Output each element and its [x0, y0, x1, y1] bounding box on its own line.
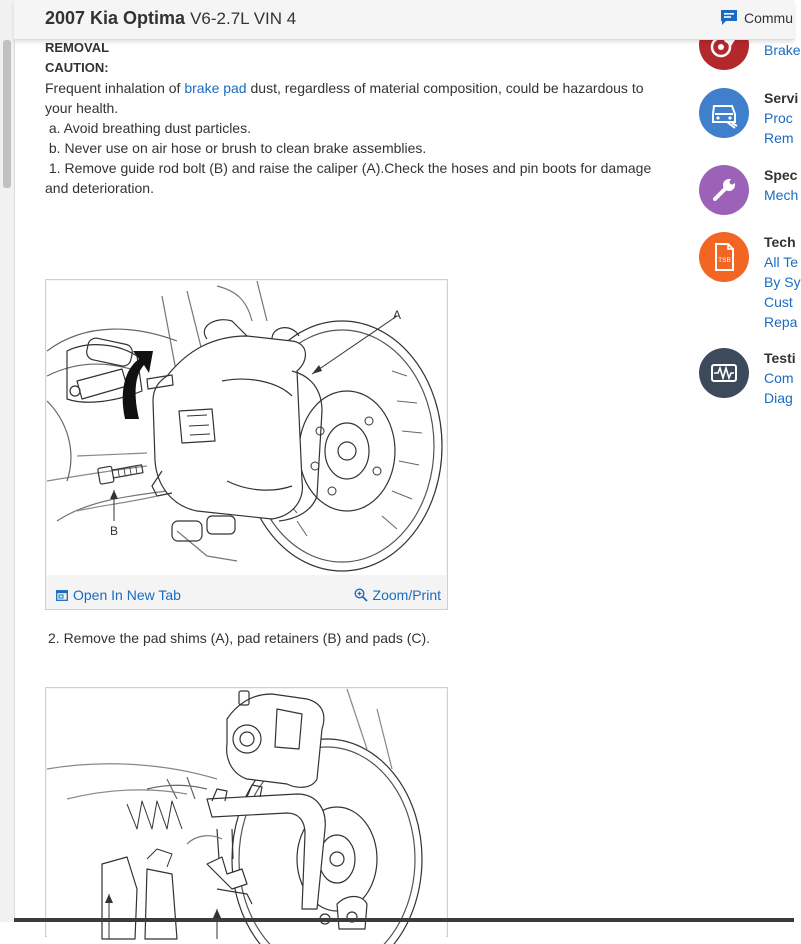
open-in-new-tab-label: Open In New Tab [73, 587, 181, 603]
vehicle-engine: V6-2.7L VIN 4 [190, 9, 297, 28]
sidebar-brakes-link[interactable]: Brake [764, 42, 801, 58]
scrollbar-thumb[interactable] [3, 40, 11, 188]
community-button[interactable] [720, 9, 793, 26]
open-in-new-tab-link[interactable] [56, 585, 181, 605]
callout-label-a: A [393, 308, 402, 322]
sidebar-specs-heading: Spec [764, 167, 798, 183]
sidebar-tech-link-4[interactable]: Repa [764, 314, 798, 330]
zoom-print-link[interactable] [354, 585, 441, 605]
new-tab-icon [56, 590, 68, 601]
caution-text-end: dust, regardless of material composition, could be hazardous to your health. [45, 80, 644, 116]
figure-pad-removal [45, 687, 448, 937]
page-title [45, 8, 296, 29]
sidebar-tech-link-2[interactable]: By Sy [764, 274, 801, 290]
vehicle-model: 2007 Kia Optima [45, 8, 186, 28]
caliper-illustration [47, 281, 446, 575]
tsb-document-icon [699, 232, 749, 282]
chat-icon [720, 9, 738, 26]
page-header [14, 0, 794, 40]
figure-caliper-removal [45, 279, 448, 610]
pad-diagram[interactable] [47, 689, 446, 939]
caution-item-b: b. Never use on air hose or brush to clean brake assemblies. [45, 140, 427, 156]
article-content [45, 38, 657, 646]
caliper-diagram[interactable] [47, 281, 446, 575]
zoom-print-label: Zoom/Print [372, 587, 441, 603]
figure-toolbar [46, 576, 447, 609]
sidebar-testing-link-2[interactable]: Diag [764, 390, 793, 406]
community-label: Commu [744, 9, 794, 26]
sidebar-testing-link-1[interactable]: Com [764, 370, 794, 386]
vertical-scrollbar[interactable] [0, 0, 15, 922]
callout-label-b: B [110, 524, 119, 538]
wrench-icon [699, 165, 749, 215]
sidebar-service-link-1[interactable]: Proc [764, 110, 793, 126]
sidebar-service-heading: Servi [764, 90, 799, 106]
sidebar-tech-heading: Tech [764, 234, 796, 250]
zoom-icon [354, 588, 368, 602]
brake-pad-link[interactable]: brake pad [184, 80, 247, 96]
sidebar-specs-link-1[interactable]: Mech [764, 187, 799, 203]
caution-text-start: Frequent inhalation of [45, 80, 185, 96]
sidebar-testing-heading: Testi [764, 350, 796, 366]
section-title: REMOVAL [45, 40, 110, 55]
waveform-icon [699, 348, 749, 398]
caution-item-a: a. Avoid breathing dust particles. [45, 120, 251, 136]
tsb-icon-text: TSB [718, 257, 731, 264]
caution-text [45, 78, 657, 118]
sidebar-tech-link-3[interactable]: Cust [764, 294, 793, 310]
sidebar-tech-link-1[interactable]: All Te [764, 254, 798, 270]
pad-illustration [47, 689, 446, 939]
step-2-text: 2. Remove the pad shims (A), pad retainers (B) and pads (C). [48, 630, 431, 646]
car-service-icon [699, 88, 749, 138]
caution-title: CAUTION: [45, 60, 109, 75]
window-bottom-edge [14, 918, 794, 922]
sidebar-service-link-2[interactable]: Rem [764, 130, 794, 146]
step-1-text: 1. Remove guide rod bolt (B) and raise the caliper (A).Check the hoses and pin boots for damage and deterioration. [45, 160, 656, 196]
